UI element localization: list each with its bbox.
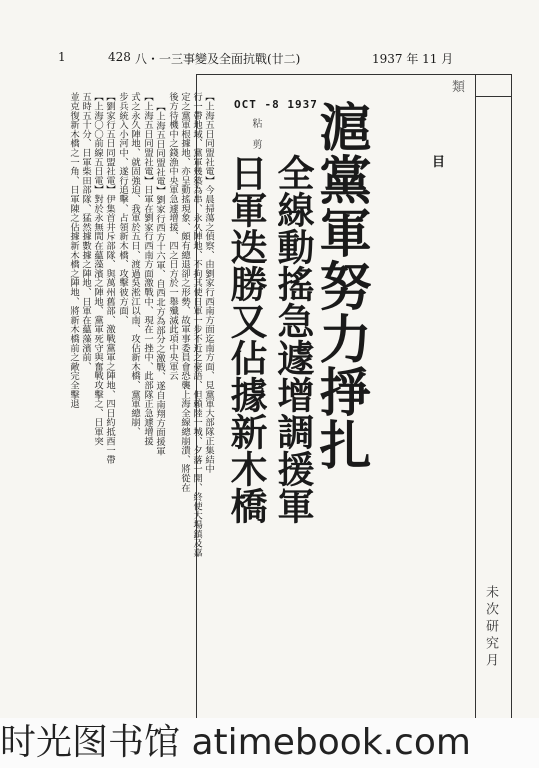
article-column: 式之永久陣地、就固強迫、我軍於五日、渡過吳淞江以南、攻佔新木橋、黨軍總崩、 (129, 92, 140, 437)
article-column: 步兵統入小河中、遂行追擊、占領新木橋、攻擊彼方面、 (117, 92, 128, 325)
index-header-cell (432, 74, 511, 170)
watermark: 时光图书馆 atimebook.com (0, 718, 539, 768)
article-column: 後方待機中之錢漁中央軍急遽增援、四之日方於一舉殲滅此項中央軍云 (167, 92, 178, 381)
article-column: 【上海〇〇前線五日電】對於永無間在蘊藻濱之陣地、黨軍死守與奮戰攻擊之、日軍突 (92, 92, 103, 446)
article-column: 五時五十分、日軍柴田部隊、猛然據數據之陣地、日軍在蘊藻濱前、 (80, 92, 91, 371)
date-stamp: OCT -8 1937 (234, 98, 318, 111)
chapter-title: 八・一三事變及全面抗戰(廿二) (135, 52, 301, 66)
article-column: 【上海五日同盟社電】劉家行西方十六軍、自西北方為部分之激戰、遂自南翔方面援軍 (154, 102, 165, 456)
sidebar-note: 未次研究月 (483, 585, 498, 670)
category-mark: 類 (452, 80, 466, 95)
page-number: 1 (58, 50, 66, 64)
headline-main: 滬黨軍努力掙扎 (310, 100, 370, 471)
article-column: 【劉家行五日同盟社電】伊集首井斥部隊、與萬州舊部、激戰黨軍之陣地、四日約抵酉一帶 (104, 92, 115, 464)
article-column: 並克復新木橋之一角、日軍陳之佔據新木橋之陣地、將新木橋前之敵完全擊退 (68, 92, 79, 409)
article-column: 【上海五日同盟社電】日軍在劉家行西南方面激戰中、現在一挫中、此部隊正急遽增援 (142, 92, 153, 446)
article-column: 定之黨軍根據地、亦呈動搖現象、頗有總退卻之形勢、故軍事委員會恐襲上海全線總崩潰、將從在 (179, 92, 190, 492)
headline-sub-2: 日軍迭勝又佔據新木橋 (224, 154, 267, 524)
article-column: 行一帶地域、黨軍幾築為串、永久陣地、不拘其使日軍一步不近之豪語、但賴陸一城、夕落一開、終使大場鎮及嘉 (191, 92, 202, 557)
article-column: 【上海五日同盟社電】今晨掃蕩之偵察、由劉家行西南方面迄南方面、見黨軍大部隊正集結中 (203, 92, 214, 474)
clipping-mark: 粘 剪 (250, 118, 261, 149)
book-page-number: 428 (108, 50, 131, 64)
header-date: 1937 年 11 月 (372, 52, 454, 66)
headline-sub-1: 全線動搖急遽增調援軍 (271, 154, 314, 524)
page-header (0, 50, 539, 70)
index-label: 目 (432, 155, 452, 170)
